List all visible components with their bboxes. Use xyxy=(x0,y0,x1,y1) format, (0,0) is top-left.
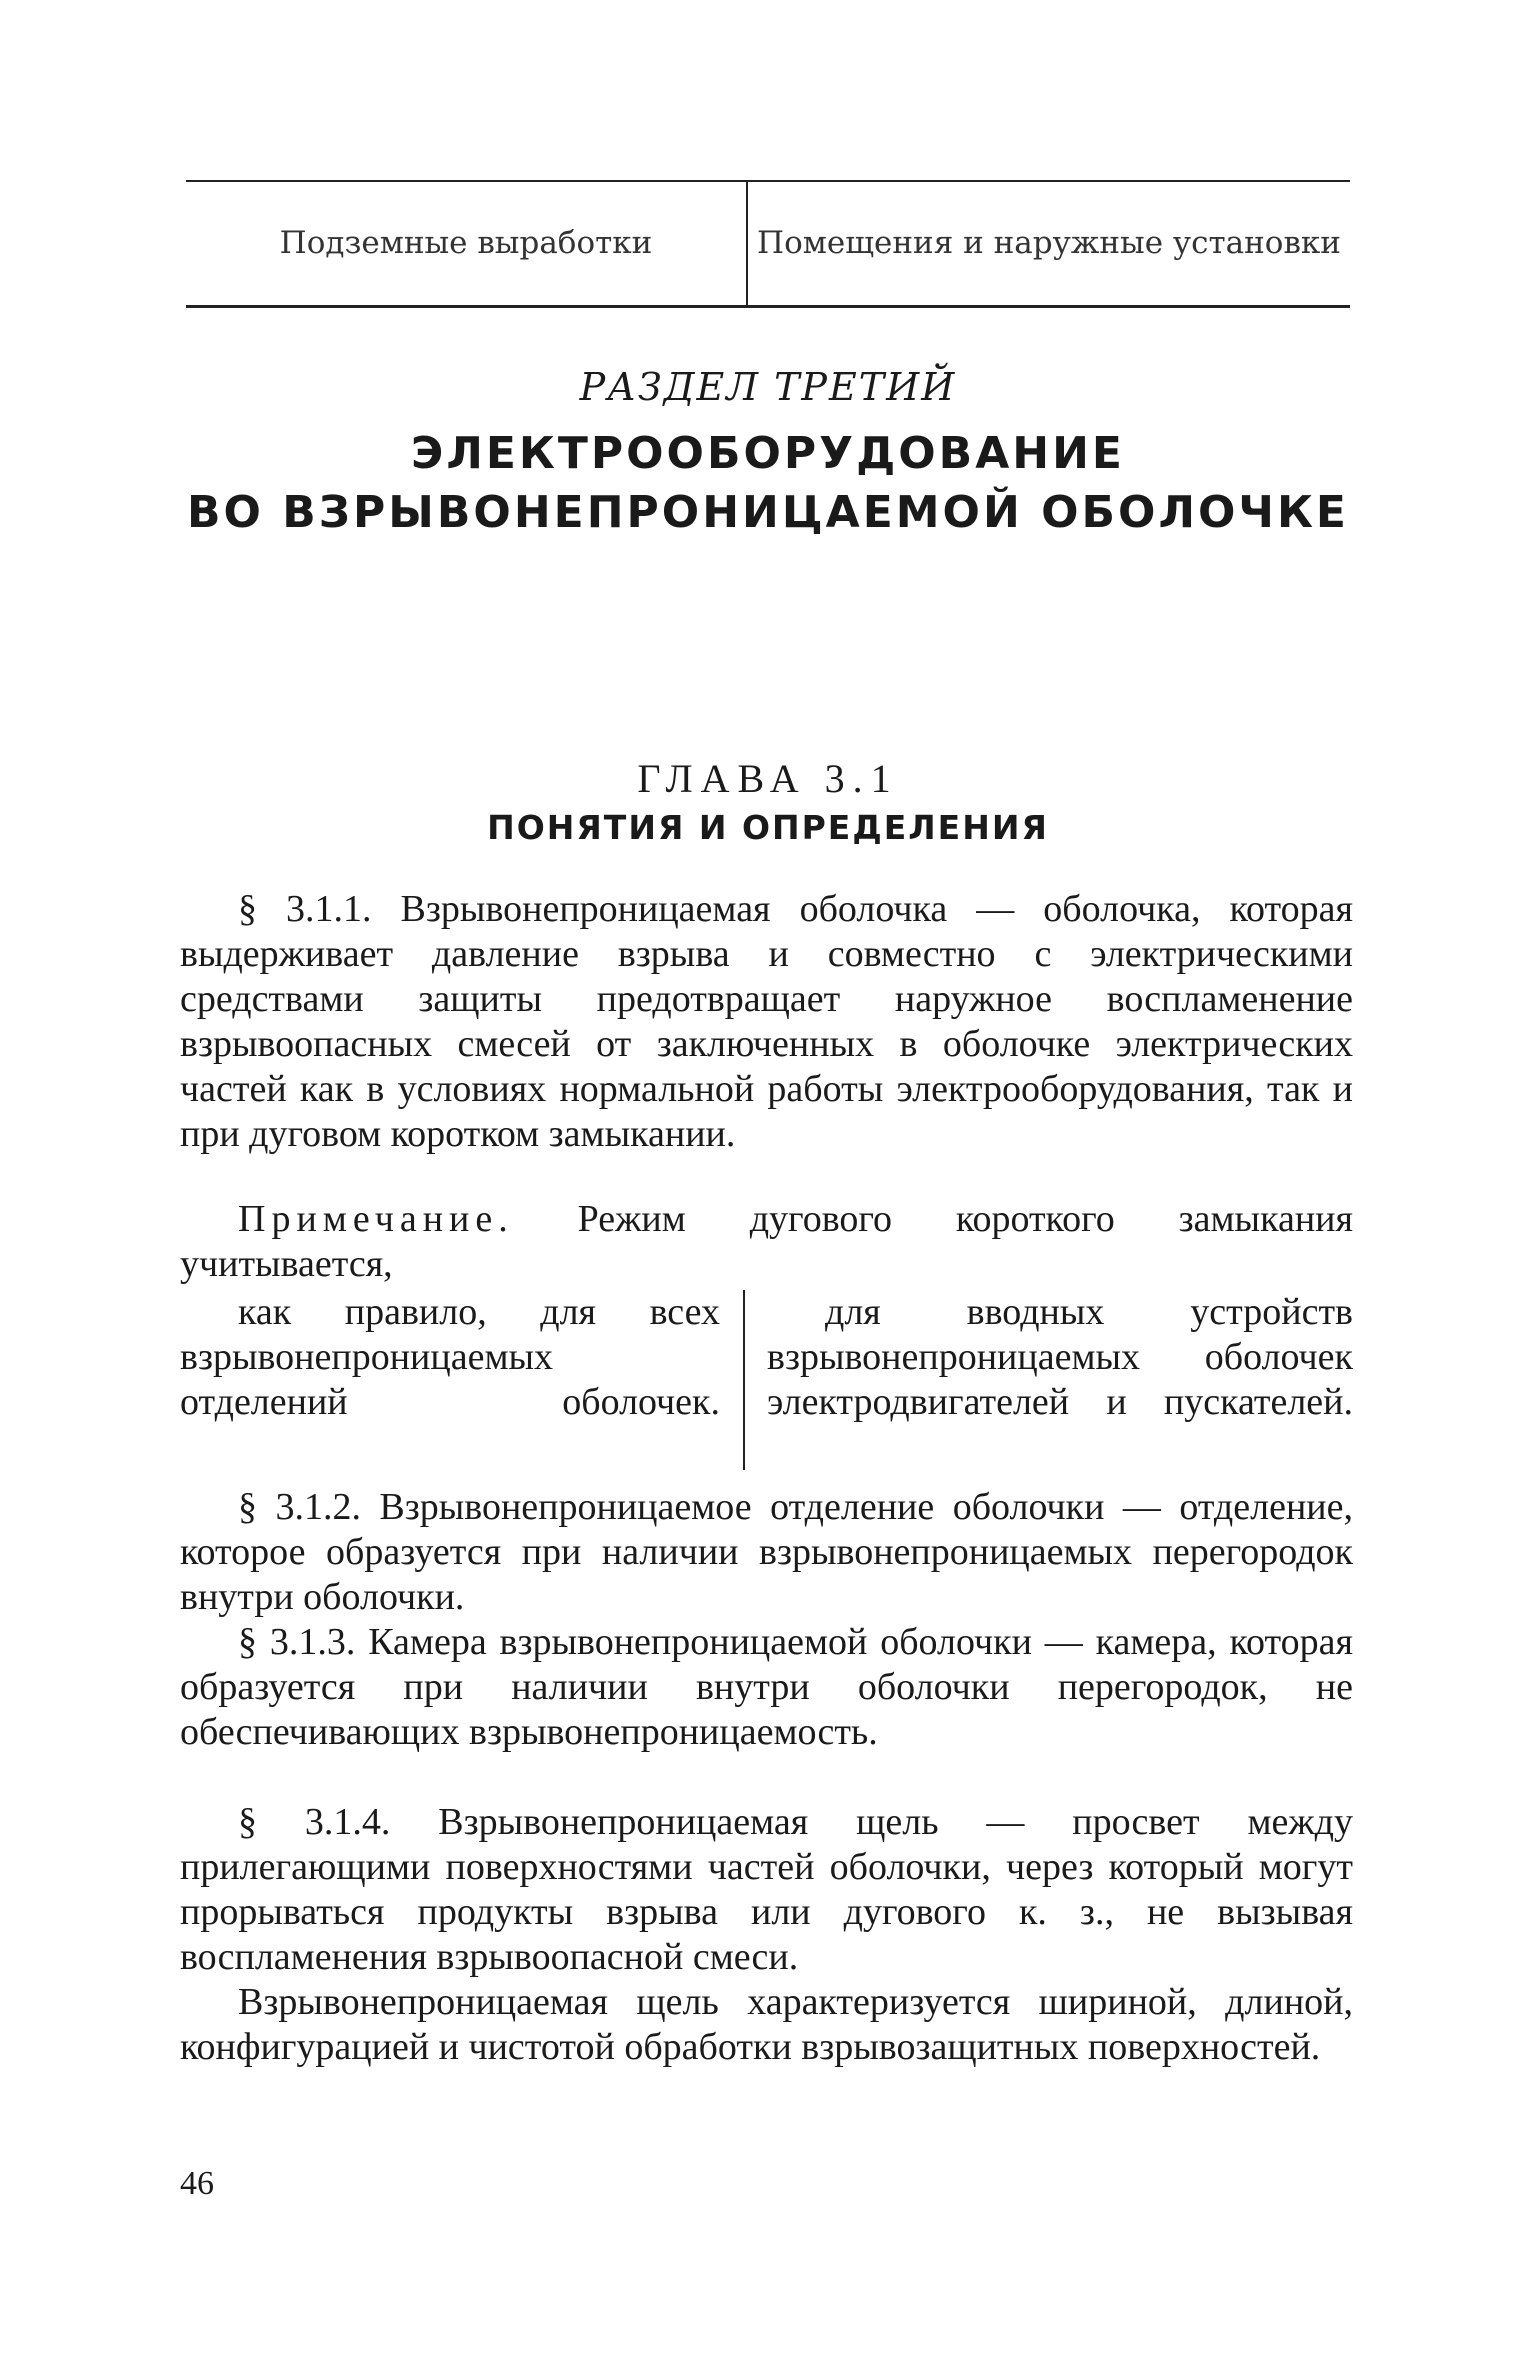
chapter-title: ПОНЯТИЯ И ОПРЕДЕЛЕНИЯ xyxy=(487,808,1049,847)
header-cell-underground: Подземные выработки xyxy=(279,225,653,261)
note-left-column: как правило, для всех взрывонепроницаемых отделений оболочек. xyxy=(180,1291,720,1423)
note-text: Режим дугового короткого замыкания учитывается, xyxy=(180,1198,1353,1285)
chapter-label: ГЛАВА 3.1 xyxy=(637,756,899,801)
paragraph-3-1-4-continuation: Взрывонепроницаемая щель характеризуется шириной, длиной, конфигурацией и чистотой обработки взрывозащитных поверхностей. xyxy=(180,1981,1353,2068)
note-column-divider xyxy=(743,1290,745,1470)
paragraph-3-1-1: § 3.1.1. Взрывонепроницаемая оболочка — оболочка, которая выдерживает давление взрыва и совместно с электрическими средствами защиты предотвращает наружное воспламенение взрывоопасных смесей от заключенных в оболочке электрических частей как в условиях нормальной работы электрооборудования, так и при дуговом коротком замыкании. xyxy=(180,888,1353,1155)
note-right-column: для вводных устройств взрывонепроницаемых оболочек электродвигателей и пускателей. xyxy=(767,1291,1353,1423)
header-cell-premises: Помещения и наружные установки xyxy=(757,225,1341,261)
paragraph-3-1-2: § 3.1.2. Взрывонепроницаемое отделение оболочки — отделение, которое образуется при наличии взрывонепроницаемых перегородок внутри оболочки. xyxy=(180,1486,1353,1618)
page-number: 46 xyxy=(180,2165,214,2202)
header-table xyxy=(186,180,1350,308)
paragraph-3-1-3: § 3.1.3. Камера взрывонепроницаемой оболочки — камера, которая образуется при наличии внутри оболочки перегородок, не обеспечивающих взрывонепроницаемость. xyxy=(180,1621,1353,1753)
note-paragraph xyxy=(180,1197,1353,1287)
note-label: Примечание. xyxy=(238,1198,514,1240)
section-title-line2: ВО ВЗРЫВОНЕПРОНИЦАЕМОЙ ОБОЛОЧКЕ xyxy=(187,487,1349,538)
section-label: РАЗДЕЛ ТРЕТИЙ xyxy=(579,365,957,409)
section-title-line1: ЭЛЕКТРООБОРУДОВАНИЕ xyxy=(411,428,1125,479)
paragraph-3-1-4: § 3.1.4. Взрывонепроницаемая щель — просвет между прилегающими поверхностями частей оболочки, через который могут прорываться продукты взрыва или дугового к. з., не вызывая воспламенения взрывоопасной смеси. xyxy=(180,1801,1353,1978)
